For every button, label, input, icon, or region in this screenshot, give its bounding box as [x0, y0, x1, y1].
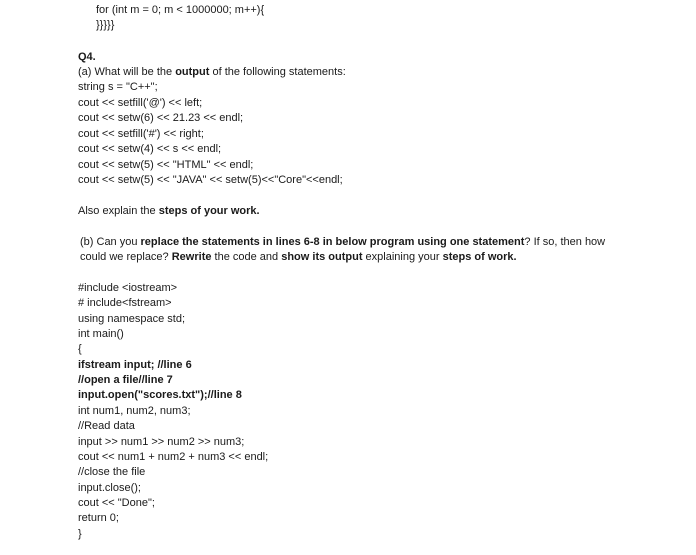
- part-b-line-2: [80, 250, 517, 265]
- program-code-line: return 0;: [78, 512, 119, 525]
- program-code-line: input.open("scores.txt");//line 8: [78, 389, 242, 402]
- explain-bold: steps of your work.: [158, 205, 260, 217]
- program-code-line: input >> num1 >> num2 >> num3;: [78, 435, 245, 448]
- program-code-line: }: [78, 527, 82, 540]
- top-code-line-2: }}}}}: [96, 19, 115, 31]
- explain-prefix: Also explain the: [78, 205, 159, 217]
- part-b-text: ? If so, then how: [524, 236, 606, 248]
- code-a-line: cout << setw(4) << s << endl;: [78, 143, 222, 155]
- code-a-line: cout << setw(6) << 21.23 << endl;: [78, 112, 244, 124]
- program-code-line: //close the file: [78, 466, 146, 479]
- code-a-line: cout << setfill('@') << left;: [78, 97, 203, 109]
- program-code-line: ifstream input; //line 6: [78, 358, 192, 371]
- part-b-text: (b) Can you: [80, 236, 141, 248]
- program-code-line: # include<fstream>: [78, 297, 172, 310]
- code-a-line: cout << setw(5) << "HTML" << endl;: [78, 159, 254, 171]
- part-a-suffix: of the following statements:: [209, 66, 346, 78]
- program-code-line: using namespace std;: [78, 312, 186, 325]
- part-b-bold: replace the statements in lines 6-8 in below program using one statement: [140, 236, 525, 248]
- top-code-line-1: for (int m = 0; m < 1000000; m++){: [96, 4, 265, 16]
- code-a-line: cout << setw(5) << "JAVA" << setw(5)<<"Core"<<endl;: [78, 174, 343, 186]
- explain-line: [78, 204, 260, 219]
- part-b-bold: steps of work.: [442, 251, 517, 263]
- part-b-text: could we replace?: [80, 251, 172, 263]
- program-code-line: input.close();: [78, 481, 141, 494]
- part-a-prefix: (a) What will be the: [78, 66, 176, 78]
- part-a-prompt: [78, 65, 346, 80]
- part-b-bold: Rewrite: [171, 251, 212, 263]
- program-code-line: cout << "Done";: [78, 496, 155, 509]
- part-b-text: explaining your: [362, 251, 443, 263]
- code-a-line: string s = "C++";: [78, 81, 158, 93]
- part-a-bold: output: [175, 66, 210, 78]
- program-code-line: #include <iostream>: [78, 282, 178, 294]
- code-a-line: cout << setfill('#') << right;: [78, 128, 204, 140]
- program-code-line: //open a file//line 7: [78, 374, 173, 387]
- part-b-text: the code and: [211, 251, 282, 263]
- part-b-line-1: [80, 235, 605, 250]
- program-code-line: int main(): [78, 328, 124, 341]
- program-code-line: //Read data: [78, 420, 135, 433]
- program-code-line: cout << num1 + num2 + num3 << endl;: [78, 450, 269, 463]
- program-code-line: int num1, num2, num3;: [78, 404, 191, 417]
- question-heading: Q4.: [78, 51, 96, 63]
- program-code-line: {: [78, 343, 82, 356]
- part-b-bold: show its output: [281, 251, 363, 263]
